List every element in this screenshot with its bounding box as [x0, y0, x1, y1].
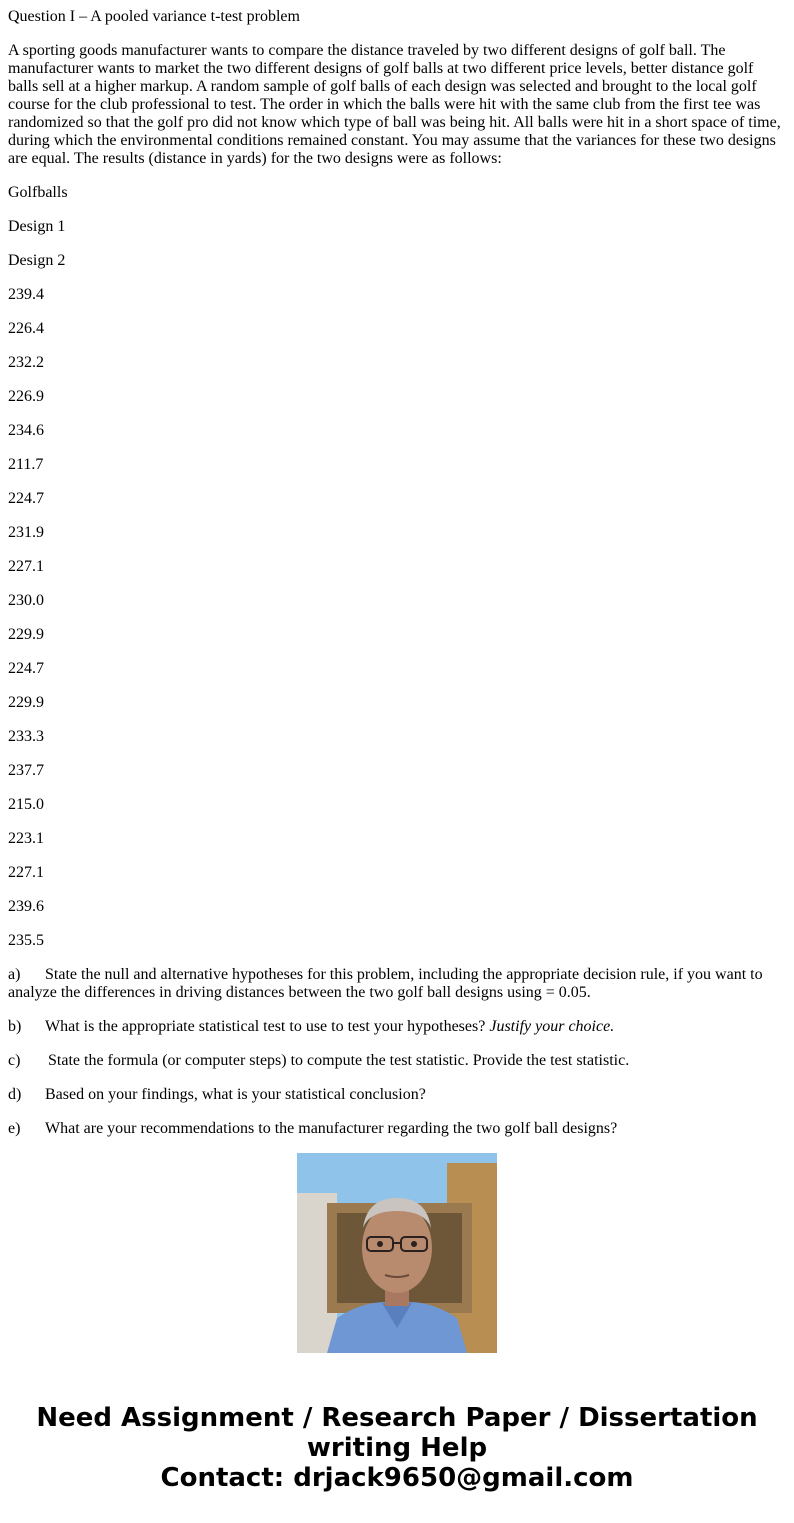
question-c	[8, 1052, 784, 1070]
promo-line-2: writing Help	[306, 1433, 488, 1463]
question-b-label: b)	[8, 1018, 22, 1035]
question-d-text: Based on your findings, what is your statistical conclusion?	[45, 1086, 426, 1103]
promo-section	[0, 1153, 794, 1493]
column-header-design-1: Design 1	[8, 218, 66, 235]
data-value: 224.7	[8, 490, 44, 507]
promo-contact: Contact: drjack9650@gmail.com	[160, 1463, 634, 1493]
question-e	[8, 1120, 784, 1138]
question-document	[8, 8, 784, 1137]
data-value: 223.1	[8, 830, 44, 847]
question-title: Question I – A pooled variance t-test problem	[8, 8, 300, 25]
question-d	[8, 1086, 784, 1104]
promo-line-1: Need Assignment / Research Paper / Dissertation	[36, 1403, 758, 1433]
data-value: 232.2	[8, 354, 44, 371]
data-value: 215.0	[8, 796, 44, 813]
question-b-emphasis: Justify your choice.	[489, 1018, 615, 1035]
question-b	[8, 1018, 784, 1036]
data-value: 227.1	[8, 558, 44, 575]
data-value: 230.0	[8, 592, 44, 609]
data-value: 231.9	[8, 524, 44, 541]
table-caption: Golfballs	[8, 184, 68, 201]
data-value: 229.9	[8, 626, 44, 643]
data-value: 229.9	[8, 694, 44, 711]
avatar-photo-icon	[297, 1153, 497, 1353]
question-b-text: What is the appropriate statistical test to use to test your hypotheses?	[45, 1018, 486, 1035]
data-value: 234.6	[8, 422, 44, 439]
question-c-label: c)	[8, 1052, 21, 1069]
data-value: 226.9	[8, 388, 44, 405]
promo-text	[0, 1403, 794, 1493]
data-value: 224.7	[8, 660, 44, 677]
question-d-label: d)	[8, 1086, 22, 1103]
question-e-label: e)	[8, 1120, 21, 1137]
column-header-design-2: Design 2	[8, 252, 66, 269]
data-value: 226.4	[8, 320, 44, 337]
question-a-label: a)	[8, 966, 21, 983]
data-value: 239.4	[8, 286, 44, 303]
problem-description: A sporting goods manufacturer wants to compare the distance traveled by two different designs of golf ball. The manufacturer wants to market the two different designs of golf balls at two different price levels, better distance golf balls sell at a higher markup. A random sample of golf balls of each design was selected and brought to the local golf course for the club professional to test. The order in which the balls were hit with the same club from the first tee was randomized so that the golf pro did not know which type of ball was being hit. All balls were hit in a short space of time, during which the environmental conditions remained constant. You may assume that the variances for these two designs are equal. The results (distance in yards) for the two designs were as follows:	[8, 42, 781, 167]
question-c-text: State the formula (or computer steps) to compute the test statistic. Provide the test statistic.	[48, 1052, 630, 1069]
data-value: 211.7	[8, 456, 44, 473]
data-value: 239.6	[8, 898, 44, 915]
avatar	[297, 1153, 497, 1353]
data-value: 237.7	[8, 762, 44, 779]
question-e-text: What are your recommendations to the manufacturer regarding the two golf ball designs?	[45, 1120, 618, 1137]
question-a-text: State the null and alternative hypotheses for this problem, including the appropriate decision rule, if you want to analyze the differences in driving distances between the two golf ball designs using = 0.05.	[8, 966, 763, 1001]
data-value: 235.5	[8, 932, 44, 949]
data-value: 233.3	[8, 728, 44, 745]
question-a	[8, 966, 784, 1002]
data-value: 227.1	[8, 864, 44, 881]
